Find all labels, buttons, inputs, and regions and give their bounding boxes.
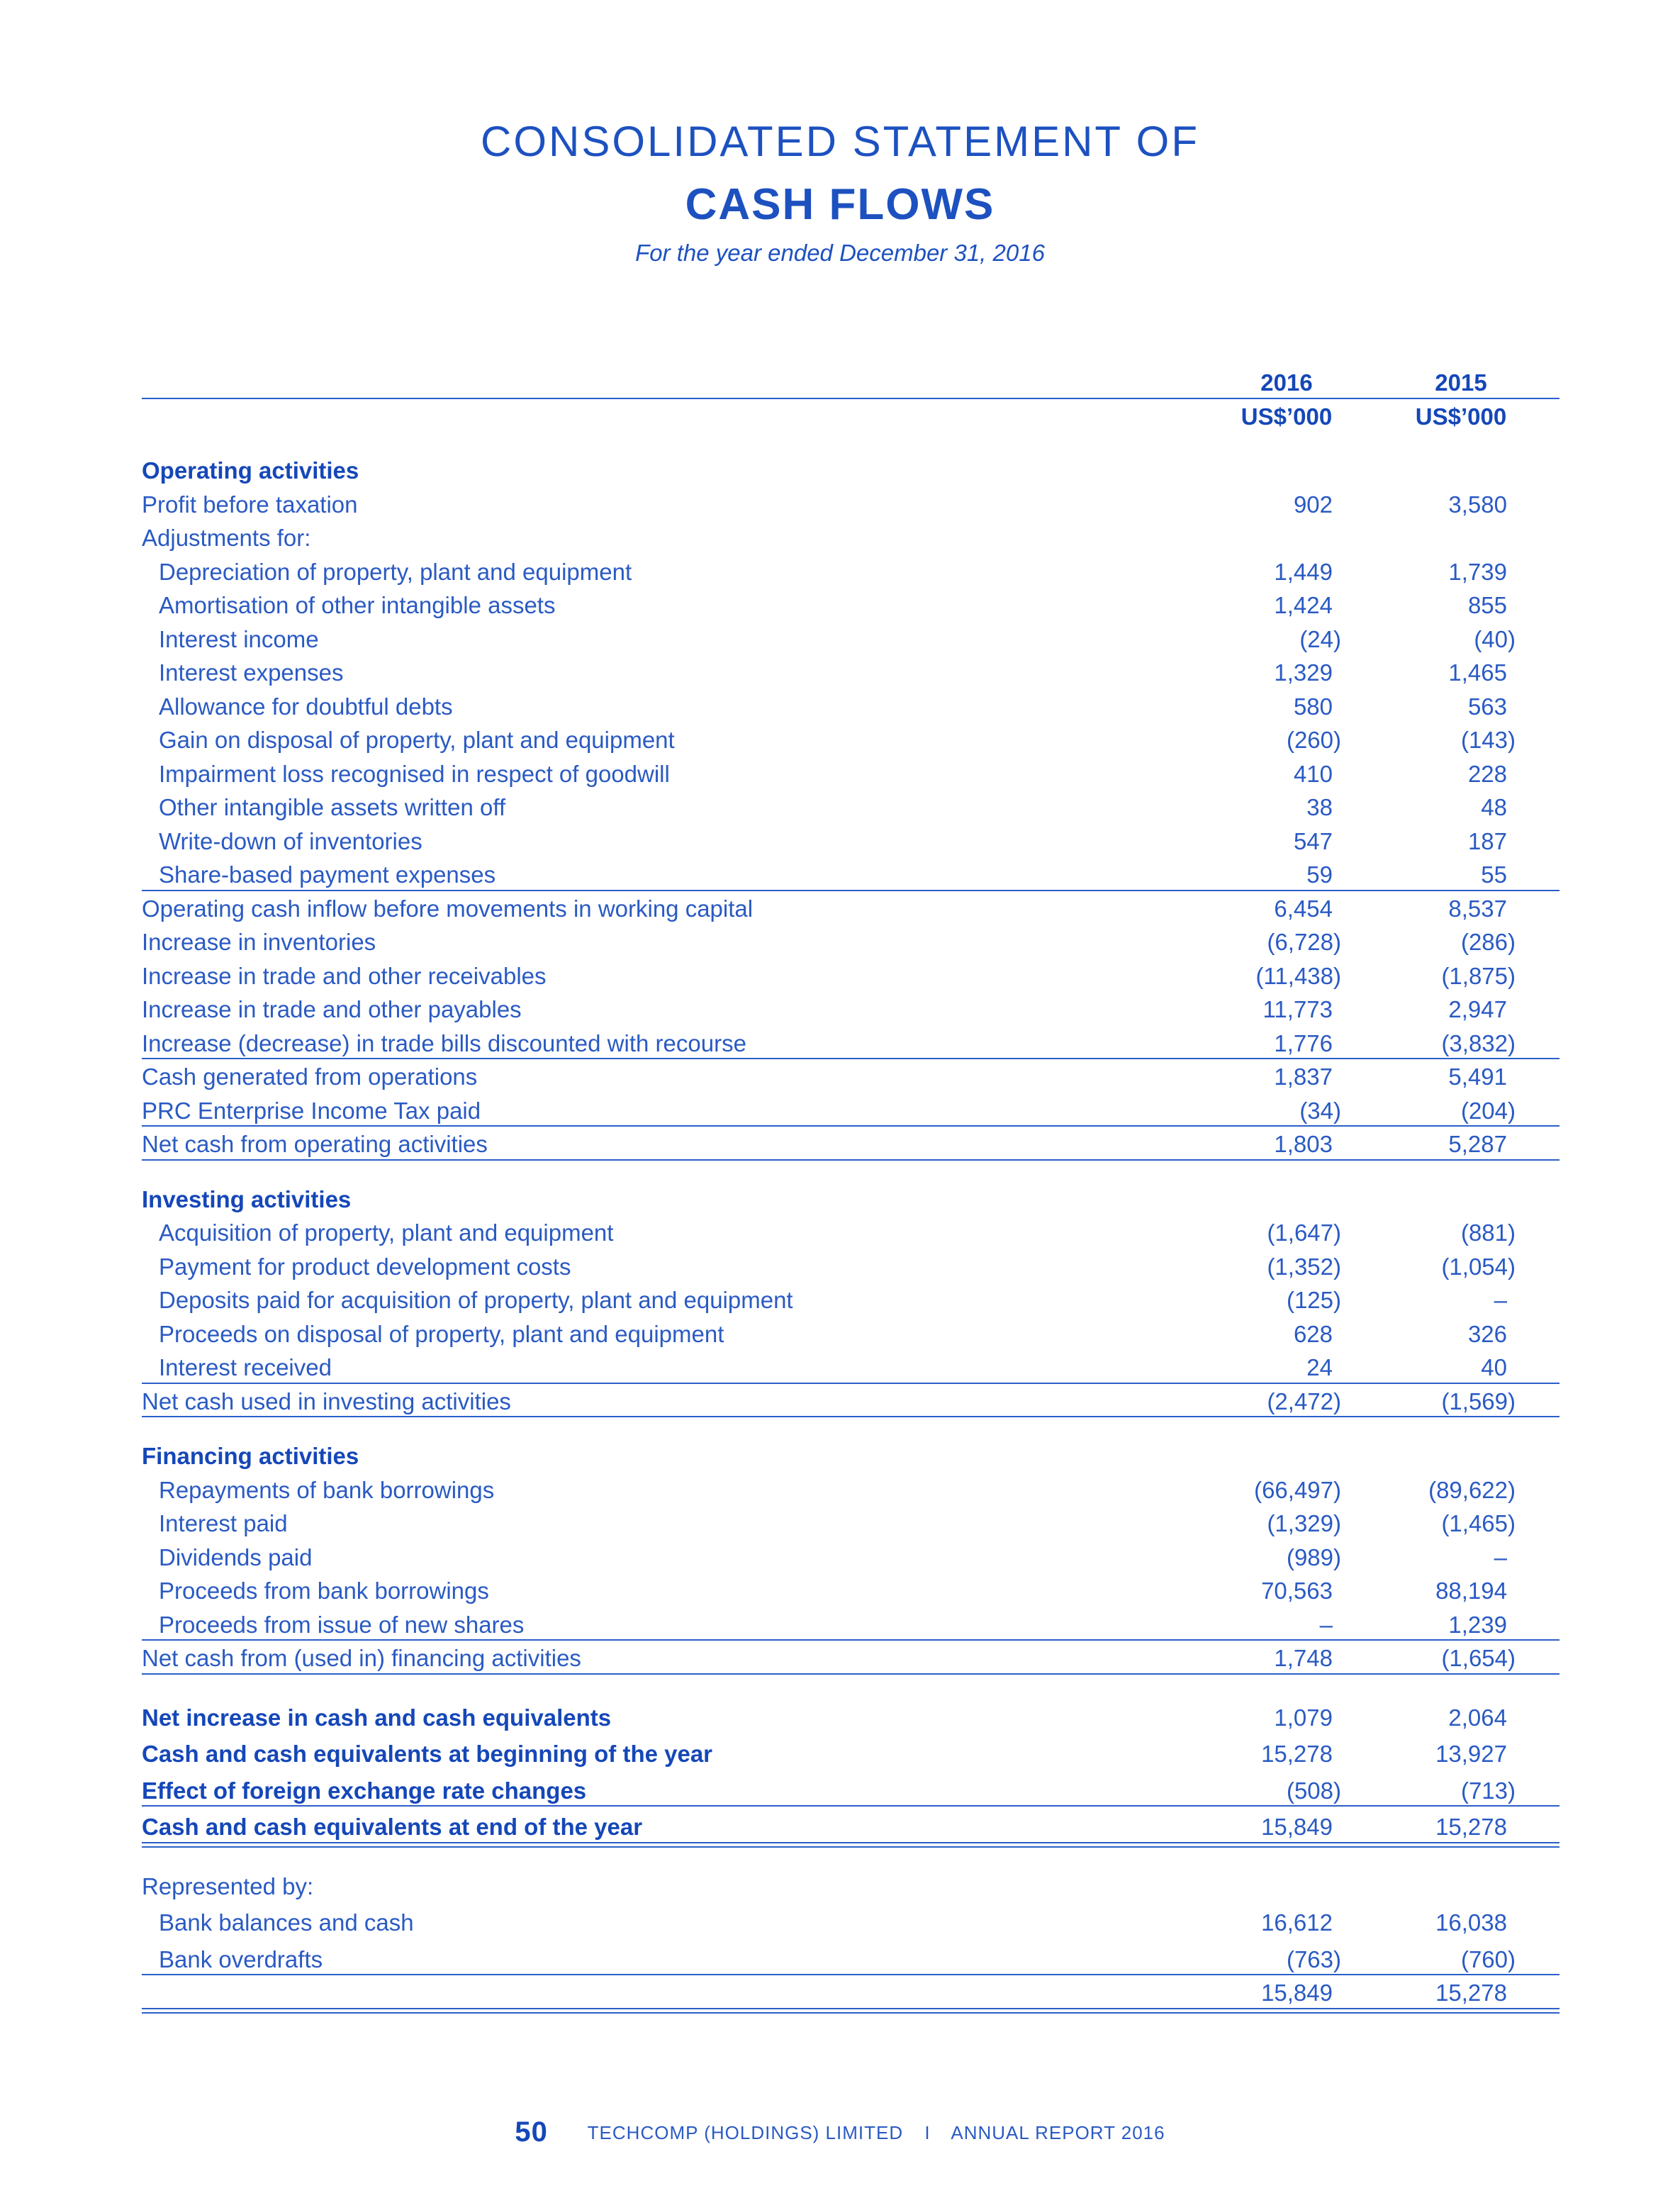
- statement-row: [142, 555, 1559, 588]
- column-unit-2015: US$’000: [1415, 403, 1507, 430]
- row-label: Interest expenses: [159, 659, 344, 686]
- statement-row: [142, 1351, 1559, 1384]
- value-2016: –: [1319, 1611, 1333, 1638]
- row-label: Increase in trade and other receivables: [142, 962, 547, 989]
- value-2016: 628: [1293, 1320, 1333, 1347]
- statement-row: [142, 1473, 1559, 1507]
- row-label: Operating cash inflow before movements in working capital: [142, 895, 754, 922]
- statement-row: [142, 1250, 1559, 1283]
- row-label: Increase (decrease) in trade bills discounted with recourse: [142, 1029, 746, 1056]
- statement-row: [142, 454, 1559, 487]
- value-2016: (66,497): [1254, 1476, 1341, 1503]
- value-2015: (3,832): [1441, 1029, 1516, 1056]
- statement-row: [142, 1774, 1559, 1807]
- value-2015: 187: [1467, 827, 1507, 854]
- statement-row: [142, 1906, 1559, 1939]
- value-2015: 855: [1467, 592, 1507, 618]
- row-label: Payment for product development costs: [159, 1253, 571, 1280]
- row-label: Proceeds on disposal of property, plant and equipment: [159, 1320, 724, 1347]
- statement-row: [142, 623, 1559, 656]
- row-label: Deposits paid for acquisition of property, plant and equipment: [159, 1287, 793, 1313]
- value-2015: 326: [1467, 1320, 1507, 1347]
- value-2016: 580: [1293, 693, 1333, 720]
- statement-row: [142, 1701, 1559, 1734]
- value-2016: 38: [1306, 794, 1333, 820]
- column-year-2016: 2016: [1260, 369, 1313, 396]
- row-label: Repayments of bank borrowings: [159, 1476, 495, 1503]
- statement-title-line2: CASH FLOWS: [685, 180, 995, 229]
- row-label: Net cash used in investing activities: [142, 1388, 511, 1414]
- value-2015: (1,054): [1441, 1253, 1516, 1280]
- statement-row: [142, 521, 1559, 554]
- double-rule: [142, 1842, 1559, 1848]
- statement-row: [142, 1317, 1559, 1351]
- value-2015: 5,491: [1448, 1064, 1507, 1090]
- footer-separator: I: [924, 2122, 931, 2143]
- value-2016: 24: [1306, 1354, 1333, 1380]
- value-2015: 1,239: [1448, 1611, 1507, 1638]
- statement-row: [142, 1283, 1559, 1317]
- statement-row: [142, 925, 1559, 959]
- statement-row: [142, 1943, 1559, 1976]
- value-2015: (286): [1460, 929, 1516, 955]
- column-year-2015: 2015: [1435, 369, 1487, 396]
- value-2016: 11,773: [1262, 996, 1333, 1022]
- row-label: Bank overdrafts: [159, 1946, 323, 1972]
- statement-row: [142, 1027, 1559, 1060]
- statement-row: [142, 656, 1559, 689]
- value-2016: 1,424: [1274, 592, 1333, 618]
- statement-title-line1: CONSOLIDATED STATEMENT OF: [481, 118, 1199, 165]
- value-2016: (1,647): [1267, 1219, 1341, 1246]
- page-footer: [0, 2116, 1680, 2148]
- value-2016: (989): [1286, 1544, 1341, 1570]
- statement-row: [142, 1183, 1559, 1216]
- single-rule: [142, 1416, 1559, 1417]
- value-2016: (6,728): [1267, 929, 1341, 955]
- statement-row: [142, 1641, 1559, 1675]
- single-rule: [142, 1639, 1559, 1641]
- value-2015: 48: [1481, 794, 1507, 820]
- statement-row: [142, 1976, 1559, 2009]
- value-2015: (40): [1474, 625, 1516, 652]
- column-unit-2016: US$’000: [1241, 403, 1333, 430]
- single-rule: [142, 1383, 1559, 1384]
- value-2016: 1,079: [1274, 1704, 1333, 1731]
- statement-row: [142, 993, 1559, 1026]
- statement-row: [142, 892, 1559, 925]
- value-2016: 59: [1306, 861, 1333, 888]
- value-2016: 15,278: [1261, 1741, 1333, 1767]
- row-label: Amortisation of other intangible assets: [159, 592, 556, 618]
- statement-row: [142, 488, 1559, 521]
- value-2015: 2,947: [1448, 996, 1507, 1022]
- value-2016: 1,748: [1274, 1645, 1333, 1671]
- statement-row: [142, 858, 1559, 891]
- single-rule: [142, 1125, 1559, 1127]
- statement-row: [142, 791, 1559, 824]
- row-label: Net cash from operating activities: [142, 1131, 488, 1157]
- statement-row: [142, 757, 1559, 791]
- statement-row: [142, 690, 1559, 723]
- value-2015: (713): [1460, 1777, 1516, 1804]
- value-2016: 1,803: [1274, 1131, 1333, 1157]
- value-2016: 902: [1293, 491, 1333, 518]
- value-2015: 3,580: [1448, 491, 1507, 518]
- row-label: Cash and cash equivalents at end of the year: [142, 1814, 643, 1840]
- row-label: Proceeds from issue of new shares: [159, 1611, 525, 1638]
- value-2016: 410: [1293, 760, 1333, 787]
- statement-row: [142, 1541, 1559, 1574]
- value-2016: (11,438): [1255, 962, 1341, 989]
- row-label: Write-down of inventories: [159, 827, 422, 854]
- column-units: [142, 400, 1559, 433]
- footer-company: TECHCOMP (HOLDINGS) LIMITED: [587, 2122, 904, 2143]
- single-rule: [142, 1159, 1559, 1161]
- value-2015: (1,875): [1441, 962, 1516, 989]
- row-label: Operating activities: [142, 457, 359, 484]
- value-2015: (1,465): [1441, 1510, 1516, 1536]
- value-2015: 228: [1467, 760, 1507, 787]
- row-label: Cash and cash equivalents at beginning of the year: [142, 1741, 713, 1767]
- value-2015: (204): [1460, 1097, 1516, 1124]
- statement-row: [142, 1870, 1559, 1903]
- statement-row: [142, 959, 1559, 993]
- row-label: Investing activities: [142, 1185, 352, 1212]
- single-rule: [142, 1673, 1559, 1675]
- value-2016: (508): [1286, 1777, 1341, 1804]
- value-2015: 1,739: [1448, 558, 1507, 585]
- row-label: Other intangible assets written off: [159, 794, 506, 820]
- value-2016: 547: [1293, 827, 1333, 854]
- value-2015: 55: [1481, 861, 1507, 888]
- row-label: Represented by:: [142, 1872, 314, 1899]
- header-rule: [142, 398, 1559, 399]
- statement-row: [142, 1608, 1559, 1641]
- value-2015: 88,194: [1435, 1578, 1507, 1604]
- statement-row: [142, 723, 1559, 757]
- row-label: Share-based payment expenses: [159, 861, 496, 888]
- row-label: Adjustments for:: [142, 525, 311, 551]
- value-2015: 16,038: [1435, 1909, 1507, 1936]
- single-rule: [142, 1805, 1559, 1807]
- value-2015: 2,064: [1448, 1704, 1507, 1731]
- value-2015: 15,278: [1435, 1814, 1507, 1840]
- row-label: Depreciation of property, plant and equipment: [159, 558, 632, 585]
- row-label: Dividends paid: [159, 1544, 313, 1570]
- statement-row: [142, 825, 1559, 858]
- value-2016: 1,837: [1274, 1064, 1333, 1090]
- value-2016: 1,776: [1274, 1029, 1333, 1056]
- row-label: Increase in inventories: [142, 929, 376, 955]
- value-2015: –: [1494, 1544, 1507, 1570]
- value-2016: 15,849: [1261, 1980, 1333, 2006]
- value-2016: (1,352): [1267, 1253, 1341, 1280]
- row-label: Impairment loss recognised in respect of goodwill: [159, 760, 670, 787]
- row-label: Financing activities: [142, 1443, 359, 1469]
- value-2016: (1,329): [1267, 1510, 1341, 1536]
- value-2015: 15,278: [1435, 1980, 1507, 2006]
- row-label: Proceeds from bank borrowings: [159, 1578, 489, 1604]
- value-2015: –: [1494, 1287, 1507, 1313]
- row-label: Effect of foreign exchange rate changes: [142, 1777, 587, 1804]
- double-rule: [142, 2008, 1559, 2014]
- row-label: Allowance for doubtful debts: [159, 693, 453, 720]
- row-label: Profit before taxation: [142, 491, 358, 518]
- statement-row: [142, 1127, 1559, 1161]
- value-2016: 16,612: [1261, 1909, 1333, 1936]
- value-2016: 1,329: [1274, 659, 1333, 686]
- value-2016: 6,454: [1274, 895, 1333, 922]
- footer-report: ANNUAL REPORT 2016: [951, 2122, 1165, 2143]
- value-2015: 40: [1481, 1354, 1507, 1380]
- statement-subtitle: For the year ended December 31, 2016: [635, 240, 1045, 266]
- value-2016: (34): [1299, 1097, 1341, 1124]
- statement-row: [142, 588, 1559, 622]
- column-years: [142, 366, 1559, 399]
- row-label: Interest paid: [159, 1510, 288, 1536]
- value-2015: (89,622): [1428, 1476, 1516, 1503]
- value-2016: (24): [1299, 625, 1341, 652]
- value-2016: 15,849: [1261, 1814, 1333, 1840]
- page-number: 50: [515, 2116, 548, 2148]
- row-label: Gain on disposal of property, plant and equipment: [159, 727, 675, 753]
- row-label: Net increase in cash and cash equivalents: [142, 1704, 612, 1731]
- value-2016: (125): [1286, 1287, 1341, 1313]
- row-label: Cash generated from operations: [142, 1064, 478, 1090]
- statement-row: [142, 1060, 1559, 1093]
- value-2015: 563: [1467, 693, 1507, 720]
- value-2016: 70,563: [1261, 1578, 1333, 1604]
- value-2015: (143): [1460, 727, 1516, 753]
- value-2016: (260): [1286, 727, 1341, 753]
- row-label: Bank balances and cash: [159, 1909, 414, 1936]
- row-label: Interest received: [159, 1354, 332, 1380]
- statement-row: [142, 1810, 1559, 1843]
- row-label: Acquisition of property, plant and equipment: [159, 1219, 614, 1246]
- statement-row: [142, 1574, 1559, 1607]
- value-2016: (763): [1286, 1946, 1341, 1972]
- single-rule: [142, 1974, 1559, 1975]
- single-rule: [142, 1058, 1559, 1059]
- row-label: Net cash from (used in) financing activities: [142, 1645, 581, 1671]
- statement-row: [142, 1385, 1559, 1418]
- value-2015: 13,927: [1435, 1741, 1507, 1767]
- value-2016: 1,449: [1274, 558, 1333, 585]
- value-2016: (2,472): [1267, 1388, 1341, 1414]
- value-2015: 5,287: [1448, 1131, 1507, 1157]
- value-2015: 1,465: [1448, 659, 1507, 686]
- row-label: Increase in trade and other payables: [142, 996, 522, 1022]
- value-2015: 8,537: [1448, 895, 1507, 922]
- value-2015: (881): [1460, 1219, 1516, 1246]
- statement-row: [142, 1737, 1559, 1770]
- value-2015: (1,654): [1441, 1645, 1516, 1671]
- statement-row: [142, 1216, 1559, 1249]
- value-2015: (760): [1460, 1946, 1516, 1972]
- statement-row: [142, 1439, 1559, 1473]
- row-label: Interest income: [159, 625, 319, 652]
- single-rule: [142, 890, 1559, 891]
- statement-row: [142, 1507, 1559, 1540]
- row-label: PRC Enterprise Income Tax paid: [142, 1097, 481, 1124]
- value-2015: (1,569): [1441, 1388, 1516, 1414]
- statement-row: [142, 1094, 1559, 1127]
